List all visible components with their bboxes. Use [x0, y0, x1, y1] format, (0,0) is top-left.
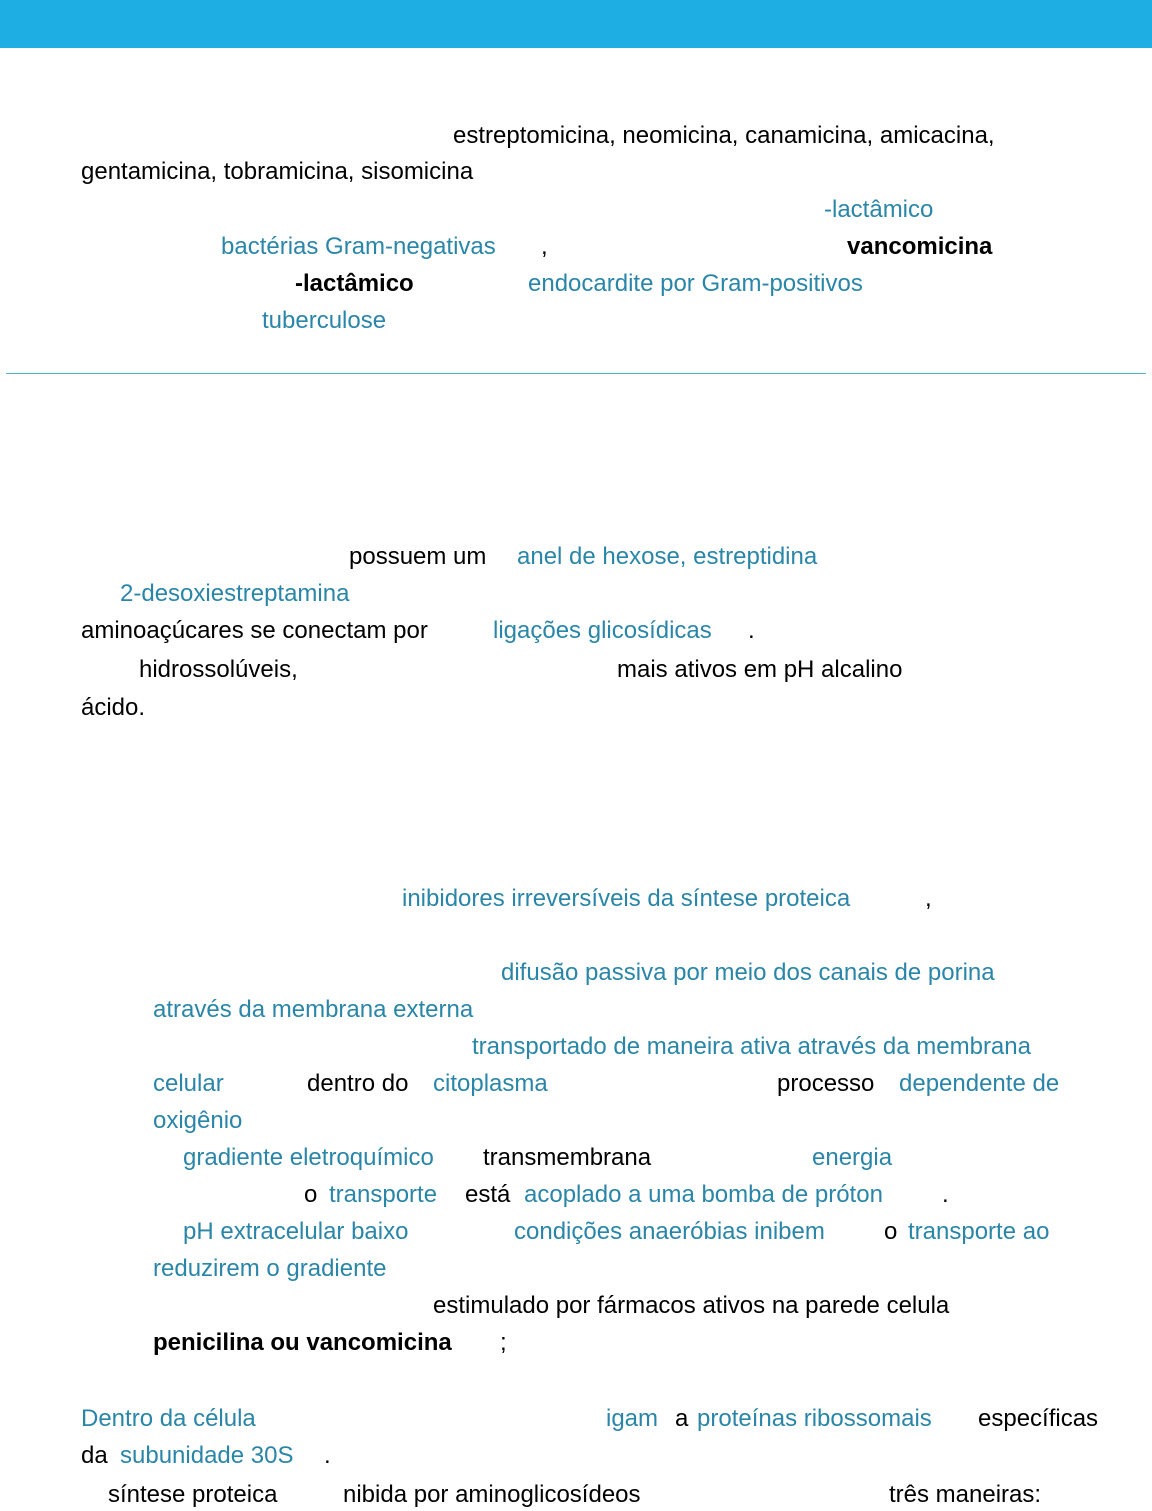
proton-pump-term: acoplado a uma bomba de próton	[524, 1181, 883, 1208]
comma-text: ,	[925, 885, 932, 912]
section-divider	[6, 373, 1146, 374]
glycosidic-bonds-term: ligações glicosídicas	[493, 617, 712, 644]
beta-lactamic-term-1: -lactâmico	[824, 196, 934, 223]
irreversible-inhibitors-term: inibidores irreversíveis da síntese proteica	[402, 885, 851, 912]
inhibited-text: nibida por aminoglicosídeos	[343, 1481, 641, 1508]
acid-text: ácido.	[81, 694, 146, 721]
protein-synthesis-text: síntese proteica	[108, 1481, 278, 1508]
article-text: o	[884, 1218, 898, 1245]
top-header-bar	[0, 0, 1152, 48]
gram-negative-term: bactérias Gram-negativas	[221, 233, 496, 260]
specific-text: específicas	[978, 1405, 1099, 1432]
subunit-30s-term: subunidade 30S	[120, 1442, 294, 1469]
have-text: possuem um	[349, 543, 487, 570]
of-the-text: da	[81, 1442, 108, 1469]
alkaline-ph-text: mais ativos em pH alcalino	[617, 656, 903, 683]
period-text: .	[748, 617, 755, 644]
inside-text: dentro do	[307, 1070, 409, 1097]
bind-term: igam	[606, 1405, 659, 1432]
is-text: está	[465, 1181, 511, 1208]
drug-list-line-1: estreptomicina, neomicina, canamicina, amicacina,	[453, 122, 995, 149]
anaerobic-term: condições anaeróbias inibem	[514, 1218, 825, 1245]
to-text: a	[675, 1405, 689, 1432]
tuberculosis-term: tuberculose	[262, 307, 387, 334]
outer-membrane-term: através da membrana externa	[153, 996, 474, 1023]
dependent-term: dependente de	[899, 1070, 1060, 1097]
active-transport-term: transportado de maneira ativa através da membrana	[472, 1033, 1031, 1060]
cellular-term: celular	[153, 1070, 224, 1097]
inside-cell-term: Dentro da célula	[81, 1405, 256, 1432]
energy-term: energia	[812, 1144, 893, 1171]
comma-text: ,	[541, 233, 548, 260]
period-text: .	[324, 1442, 331, 1469]
process-text: processo	[777, 1070, 875, 1097]
passive-diffusion-term: difusão passiva por meio dos canais de porina	[501, 959, 995, 986]
cytoplasm-term: citoplasma	[433, 1070, 548, 1097]
oxygen-term: oxigênio	[153, 1107, 243, 1134]
stimulated-text: estimulado por fármacos ativos na parede celula	[433, 1292, 950, 1319]
article-text: o	[304, 1181, 318, 1208]
electrochemical-gradient-term: gradiente eletroquímico	[183, 1144, 434, 1171]
water-soluble-text: hidrossolúveis,	[139, 656, 298, 683]
three-ways-text: três maneiras:	[889, 1481, 1042, 1508]
aminosugars-text: aminoaçúcares se conectam por	[81, 617, 428, 644]
ribosomal-proteins-term: proteínas ribossomais	[697, 1405, 932, 1432]
endocarditis-term: endocardite por Gram-positivos	[528, 270, 863, 297]
transport-term: transporte	[329, 1181, 438, 1208]
reduce-gradient-term: reduzirem o gradiente	[153, 1255, 387, 1282]
beta-lactamic-term-2: -lactâmico	[295, 270, 414, 297]
drug-list-line-2: gentamicina, tobramicina, sisomicina	[81, 158, 474, 185]
low-ph-term: pH extracelular baixo	[183, 1218, 409, 1245]
semicolon-text: ;	[500, 1329, 507, 1356]
penicillin-vancomycin-term: penicilina ou vancomicina	[153, 1329, 452, 1356]
period-text: .	[942, 1181, 949, 1208]
vancomycin-term: vancomicina	[847, 233, 993, 260]
transmembrane-text: transmembrana	[483, 1144, 652, 1171]
desoxystreptamine-term: 2-desoxiestreptamina	[120, 580, 350, 607]
hexose-ring-term: anel de hexose, estreptidina	[517, 543, 818, 570]
transport-reduce-term: transporte ao	[908, 1218, 1050, 1245]
